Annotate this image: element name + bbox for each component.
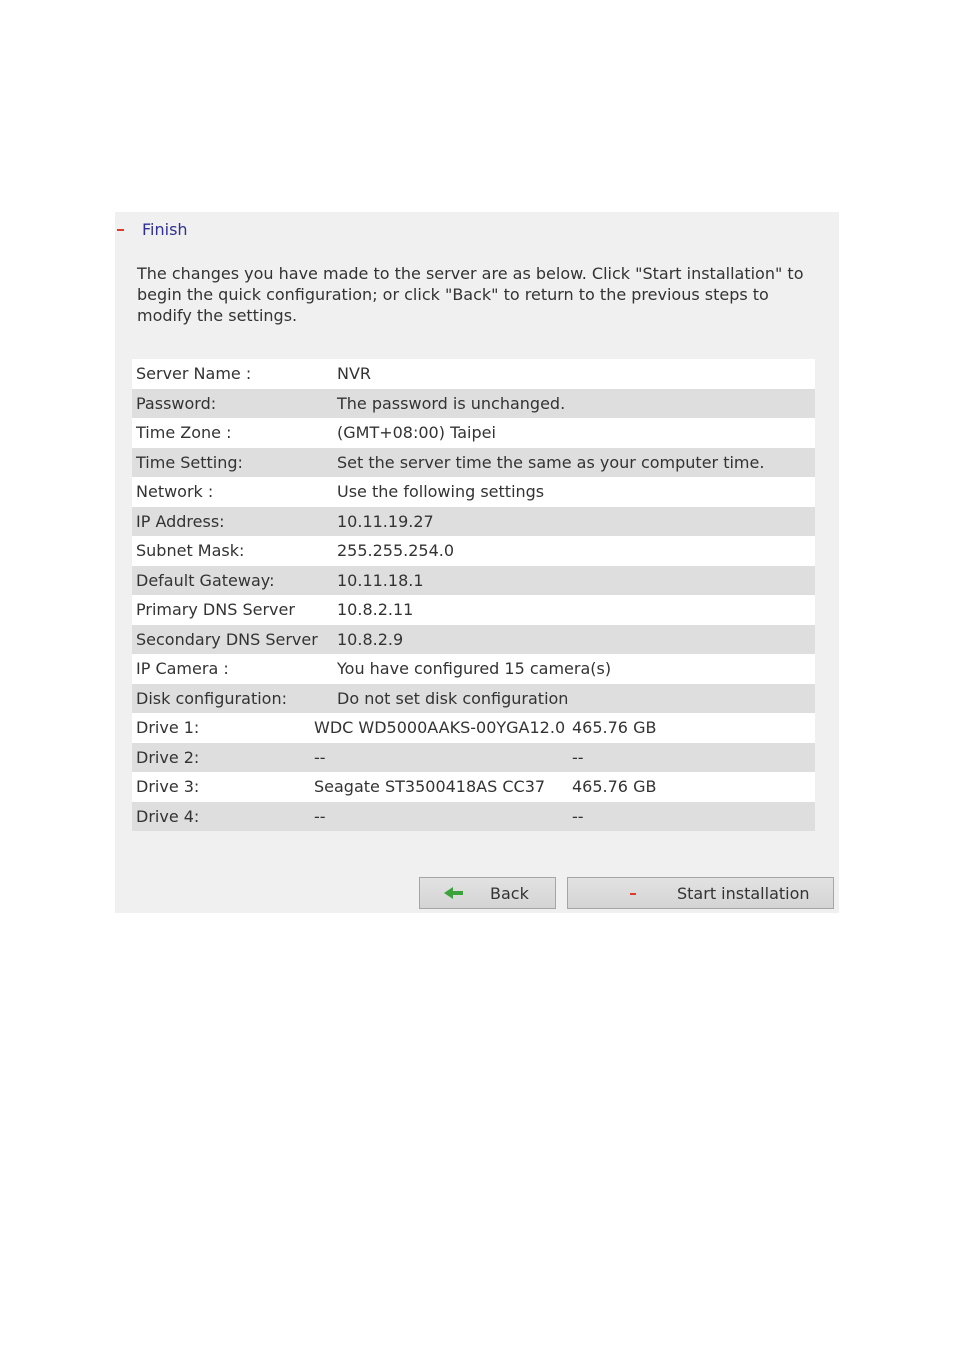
drive-size: 465.76 GB (572, 777, 657, 797)
row-label: Primary DNS Server (136, 600, 295, 620)
summary-row-server-name (132, 359, 815, 389)
collapse-minus-icon[interactable] (117, 218, 125, 240)
drive-model: -- (314, 747, 326, 767)
row-value: (GMT+08:00) Taipei (337, 423, 496, 443)
row-value: 10.11.18.1 (337, 570, 424, 590)
row-value: 10.8.2.9 (337, 629, 404, 649)
row-label: Server Name : (136, 364, 252, 384)
summary-row-time-setting (132, 448, 815, 478)
row-label: IP Address: (136, 511, 225, 531)
summary-row-password (132, 389, 815, 419)
summary-row-default-gateway (132, 566, 815, 596)
row-label: Secondary DNS Server (136, 629, 318, 649)
drive-label: Drive 4: (136, 806, 200, 826)
drive-row-1 (132, 713, 815, 743)
row-label: Network : (136, 482, 214, 502)
row-label: Time Setting: (136, 452, 243, 472)
row-label: IP Camera : (136, 659, 229, 679)
summary-row-time-zone (132, 418, 815, 448)
summary-row-disk-configuration (132, 684, 815, 714)
start-install-icon (630, 886, 638, 900)
drive-size: -- (572, 747, 584, 767)
start-installation-button[interactable] (567, 877, 834, 909)
row-label: Default Gateway: (136, 570, 275, 590)
arrow-left-icon (444, 886, 464, 900)
section-header[interactable] (115, 218, 188, 240)
summary-row-ip-camera (132, 654, 815, 684)
summary-row-primary-dns (132, 595, 815, 625)
summary-row-ip-address (132, 507, 815, 537)
drive-row-2 (132, 743, 815, 773)
back-button-label: Back (490, 883, 529, 903)
row-value: The password is unchanged. (337, 393, 566, 413)
start-installation-label: Start installation (677, 883, 810, 903)
row-label: Time Zone : (136, 423, 232, 443)
drive-row-4 (132, 802, 815, 832)
row-value: NVR (337, 364, 372, 384)
finish-panel (115, 212, 839, 913)
row-value: Set the server time the same as your computer time. (337, 452, 765, 472)
drive-label: Drive 2: (136, 747, 200, 767)
row-value: Do not set disk configuration (337, 688, 569, 708)
drive-size: 465.76 GB (572, 718, 657, 738)
row-value: You have configured 15 camera(s) (337, 659, 612, 679)
summary-row-subnet-mask (132, 536, 815, 566)
summary-table (132, 359, 815, 831)
row-label: Password: (136, 393, 217, 413)
row-label: Subnet Mask: (136, 541, 245, 561)
drive-model: WDC WD5000AAKS-00YGA12.0 (314, 718, 566, 738)
intro-text: The changes you have made to the server are as below. Click "Start installation" to begin the quick configuration; or click "Back" to return to the previous steps to modify the settings. (137, 264, 804, 325)
summary-row-network (132, 477, 815, 507)
section-title: Finish (142, 219, 188, 239)
drive-model: Seagate ST3500418AS CC37 (314, 777, 546, 797)
row-value: Use the following settings (337, 482, 545, 502)
row-value: 10.11.19.27 (337, 511, 434, 531)
row-value: 10.8.2.11 (337, 600, 414, 620)
drive-label: Drive 3: (136, 777, 200, 797)
summary-row-secondary-dns (132, 625, 815, 655)
row-value: 255.255.254.0 (337, 541, 455, 561)
drive-label: Drive 1: (136, 718, 200, 738)
drive-size: -- (572, 806, 584, 826)
back-button[interactable] (419, 877, 556, 909)
drive-model: -- (314, 806, 326, 826)
row-label: Disk configuration: (136, 688, 287, 708)
drive-row-3 (132, 772, 815, 802)
